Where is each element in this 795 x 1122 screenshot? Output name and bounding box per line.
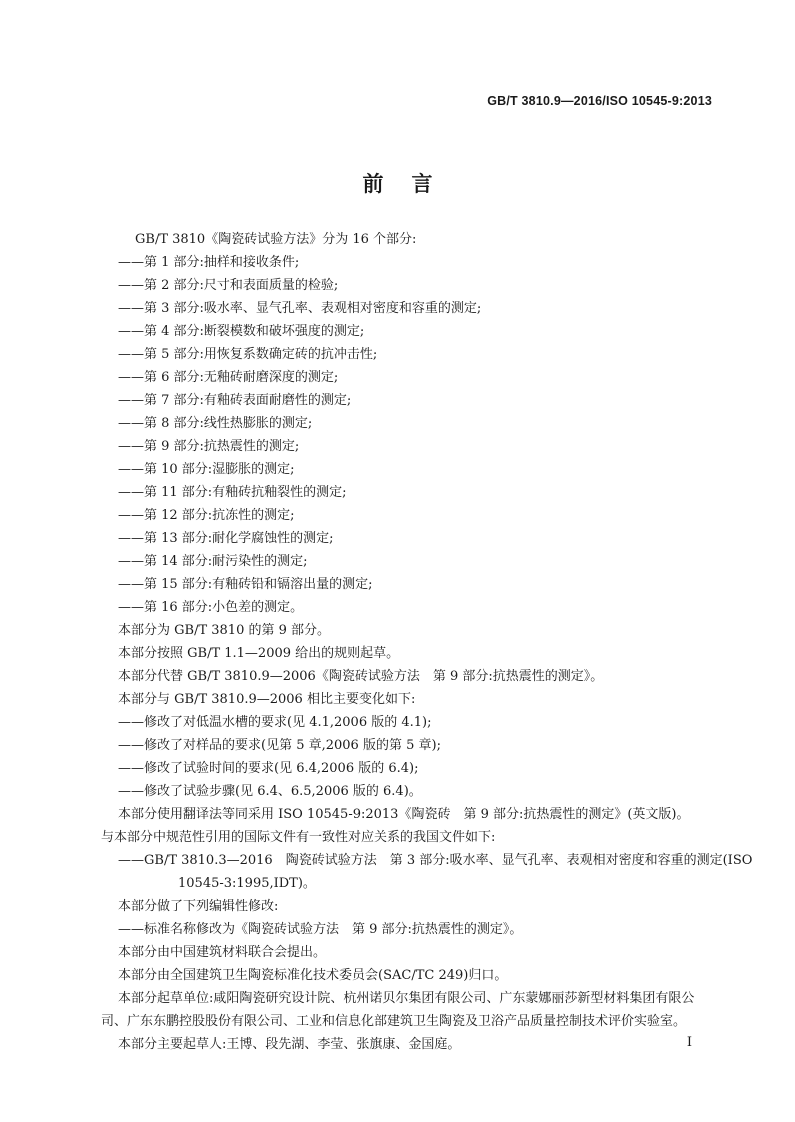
list-item: ——第 2 部分:尺寸和表面质量的检验; bbox=[118, 278, 339, 293]
paragraph: 本部分代替 GB/T 3810.9—2006《陶瓷砖试验方法 第 9 部分:抗热震性的测定》。 bbox=[118, 669, 604, 684]
list-item: ——第 11 部分:有釉砖抗釉裂性的测定; bbox=[118, 485, 347, 500]
list-item: ——第 13 部分:耐化学腐蚀性的测定; bbox=[118, 531, 334, 546]
paragraph: 与本部分中规范性引用的国际文件有一致性对应关系的我国文件如下: bbox=[101, 830, 496, 845]
list-item: ——第 8 部分:线性热膨胀的测定; bbox=[118, 416, 313, 431]
foreword-body bbox=[101, 228, 753, 1056]
list-item: ——GB/T 3810.3—2016 陶瓷砖试验方法 第 3 部分:吸水率、显气孔率、表观相对密度和容重的测定(ISO 10545-3:1995,IDT)。 bbox=[118, 853, 753, 891]
list-item: ——第 14 部分:耐污染性的测定; bbox=[118, 554, 308, 569]
list-item: ——标准名称修改为《陶瓷砖试验方法 第 9 部分:抗热震性的测定》。 bbox=[118, 922, 523, 937]
paragraph: 本部分按照 GB/T 1.1—2009 给出的规则起草。 bbox=[118, 646, 400, 661]
list-item: ——第 5 部分:用恢复系数确定砖的抗冲击性; bbox=[118, 347, 378, 362]
list-item: ——第 6 部分:无釉砖耐磨深度的测定; bbox=[118, 370, 339, 385]
list-item: ——第 15 部分:有釉砖铅和镉溶出量的测定; bbox=[118, 577, 373, 592]
paragraph: 本部分为 GB/T 3810 的第 9 部分。 bbox=[118, 623, 331, 638]
paragraph: 本部分与 GB/T 3810.9—2006 相比主要变化如下: bbox=[118, 692, 416, 707]
paragraph: 本部分起草单位:咸阳陶瓷研究设计院、杭州诺贝尔集团有限公司、广东蒙娜丽莎新型材料集团有限公司、广东东鹏控股股份有限公司、工业和信息化部建筑卫生陶瓷及卫浴产品质量控制技术评价实验室。 bbox=[101, 991, 695, 1029]
list-item: ——第 10 部分:湿膨胀的测定; bbox=[118, 462, 295, 477]
intro-paragraph: GB/T 3810《陶瓷砖试验方法》分为 16 个部分: bbox=[135, 232, 417, 247]
list-item: ——第 16 部分:小色差的测定。 bbox=[118, 600, 304, 615]
standard-code: GB/T 3810.9—2016/ISO 10545-9:2013 bbox=[487, 94, 712, 108]
paragraph: 本部分做了下列编辑性修改: bbox=[118, 899, 279, 914]
paragraph: 本部分由全国建筑卫生陶瓷标准化技术委员会(SAC/TC 249)归口。 bbox=[118, 968, 508, 983]
page-number: I bbox=[686, 1035, 692, 1050]
paragraph: 本部分由中国建筑材料联合会提出。 bbox=[118, 945, 327, 960]
list-item: ——第 1 部分:抽样和接收条件; bbox=[118, 255, 300, 270]
list-item: ——修改了对样品的要求(见第 5 章,2006 版的第 5 章); bbox=[118, 738, 441, 753]
list-item: ——第 4 部分:断裂模数和破坏强度的测定; bbox=[118, 324, 365, 339]
list-item: ——修改了对低温水槽的要求(见 4.1,2006 版的 4.1); bbox=[118, 715, 432, 730]
paragraph: 本部分主要起草人:王博、段先湖、李莹、张旗康、金国庭。 bbox=[118, 1037, 461, 1052]
list-item: ——第 3 部分:吸水率、显气孔率、表观相对密度和容重的测定; bbox=[118, 301, 482, 316]
page-title: 前言 bbox=[362, 172, 461, 196]
list-item: ——第 12 部分:抗冻性的测定; bbox=[118, 508, 295, 523]
list-item: ——第 7 部分:有釉砖表面耐磨性的测定; bbox=[118, 393, 352, 408]
list-item: ——第 9 部分:抗热震性的测定; bbox=[118, 439, 300, 454]
list-item: ——修改了试验时间的要求(见 6.4,2006 版的 6.4); bbox=[118, 761, 419, 776]
list-item: ——修改了试验步骤(见 6.4、6.5,2006 版的 6.4)。 bbox=[118, 784, 422, 799]
paragraph: 本部分使用翻译法等同采用 ISO 10545-9:2013《陶瓷砖 第 9 部分:抗热震性的测定》(英文版)。 bbox=[118, 807, 690, 822]
